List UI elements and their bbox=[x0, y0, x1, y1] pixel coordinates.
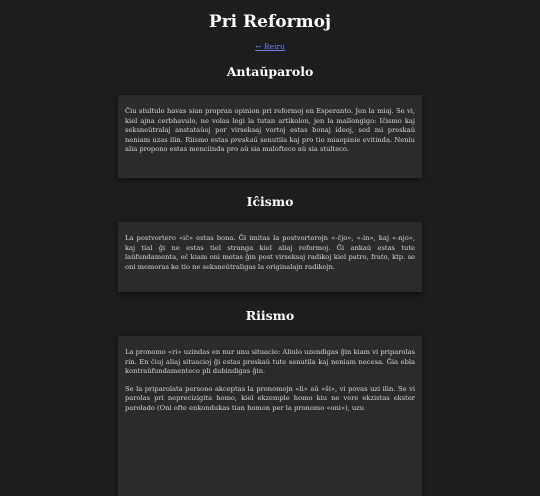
section-card-antauparolo bbox=[118, 95, 422, 178]
paragraph-text: Ĉiu stultulo havas sian propran opinion pri reformoj en Esperanto. Jen la miaj. Se vi, kiel ajna cerbhavulo, ne volas legi la tutan artikolon, jen la mallongigo: Iĉismo kaj seksneŭtralaj anstataŭoj por virseksaj vortoj estas bonaj ideoj, sed mi preskaŭ neniam uzas ilin. Riismo estas bbox=[125, 107, 415, 144]
section-card-icismo bbox=[118, 222, 422, 292]
paragraph: La pronomo «ri» uzindas en nur unu situacio: Aliulo uzendigas ĝin kiam vi priparolas rin. En ĉiuj aliaj situacioj ĝi estas preskaŭ tute senutila kaj neniam necesa. Ĝia ebla kontraŭfundamenteco pli dubindigas ĝin. bbox=[125, 348, 415, 376]
paragraph: La postvortero «iĉ» estas bona. Ĝi imitas la postvorterojn «-ĉjo», «-in», kaj «-njo», kaj tial ĝi ne estas tiel stranga kiel aliaj reformoj. Ĝi ankaŭ estas tute laŭfundamenta, eĉ kiam oni metas ĝin post virseksaj radikoj kiel patro, frato, ktp. se oni memoras ke tio ne seksneŭtraligas la originalajn radikojn. bbox=[125, 234, 415, 271]
paragraph: Se la priparolata persono akceptas la pronomojn «li» aŭ «ŝi», vi povas uzi ilin. Se vi parolas pri neprecizigita homo, kiel ekzemple homo kiu ne vere ekzistas ekster parolado (Oni ofte enkondukas tian homon per la pronomo «oni»), uzu bbox=[125, 384, 415, 412]
emphasis-text: preskaŭ bbox=[230, 135, 258, 144]
section-heading-antauparolo: Antaŭparolo bbox=[226, 64, 314, 79]
back-link[interactable]: ← Reiru bbox=[255, 42, 285, 51]
paragraph bbox=[125, 107, 415, 155]
page-title: Pri Reformoj bbox=[208, 12, 332, 32]
section-card-riismo bbox=[118, 336, 422, 496]
section-heading-icismo: Iĉismo bbox=[246, 194, 294, 209]
paragraph-text: senutila kaj pro tio miaopinie evitinda. Neniu alia propono estas menciinda pro aŭ sia malofteco aŭ sia stulteco. bbox=[125, 135, 415, 154]
section-heading-riismo: Riismo bbox=[245, 308, 295, 323]
